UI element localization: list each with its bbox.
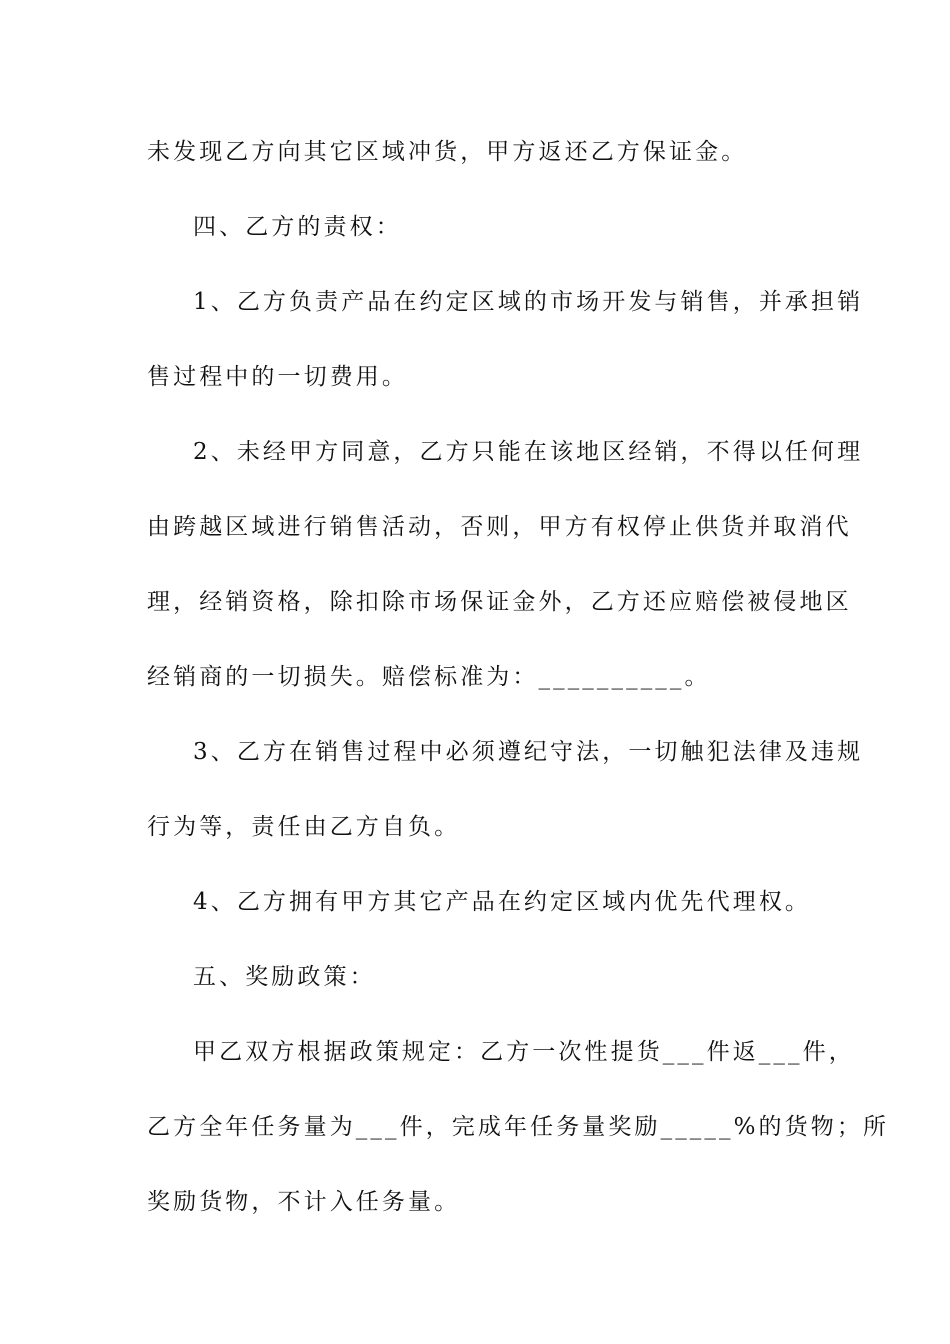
section-heading: 五、奖励政策： xyxy=(193,964,376,990)
paragraph-line: 理，经销资格，除扣除市场保证金外，乙方还应赔偿被侵地区 xyxy=(147,589,852,615)
paragraph-line: 乙方全年任务量为___件，完成年任务量奖励_____%的货物；所 xyxy=(147,1114,890,1140)
paragraph-line: 经销商的一切损失。赔偿标准为：__________。 xyxy=(147,664,711,690)
paragraph-line: 甲乙双方根据政策规定：乙方一次性提货___件返___件， xyxy=(193,1039,855,1065)
paragraph-line: 4、乙方拥有甲方其它产品在约定区域内优先代理权。 xyxy=(193,889,812,915)
paragraph-line: 售过程中的一切费用。 xyxy=(147,364,408,390)
paragraph-line: 2、未经甲方同意，乙方只能在该地区经销，不得以任何理 xyxy=(193,439,864,465)
paragraph-line: 行为等，责任由乙方自负。 xyxy=(147,814,461,840)
paragraph-line: 奖励货物，不计入任务量。 xyxy=(147,1189,461,1215)
paragraph-line: 由跨越区域进行销售活动，否则，甲方有权停止供货并取消代 xyxy=(147,514,852,540)
paragraph-line: 1、乙方负责产品在约定区域的市场开发与销售，并承担销 xyxy=(193,289,864,315)
section-heading: 四、乙方的责权： xyxy=(193,214,402,240)
paragraph-line: 未发现乙方向其它区域冲货，甲方返还乙方保证金。 xyxy=(147,139,748,165)
paragraph-line: 3、乙方在销售过程中必须遵纪守法，一切触犯法律及违规 xyxy=(193,739,864,765)
